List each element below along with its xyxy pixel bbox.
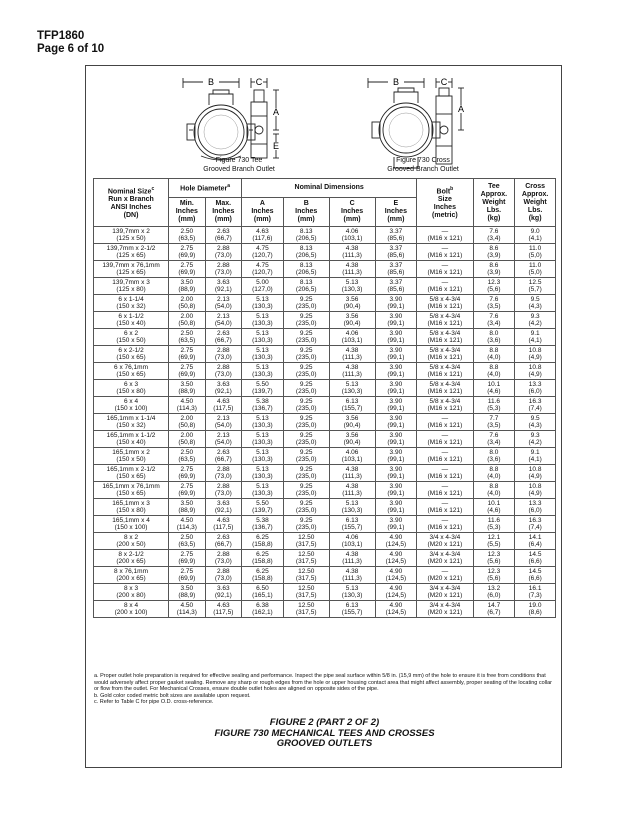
- table-cell: 5/8 x 4-3/4 (M16 x 121): [417, 312, 473, 329]
- table-cell: 7.6 (3,4): [473, 312, 515, 329]
- table-cell: 9.25 (235,0): [283, 329, 329, 346]
- table-cell: 12.3 (5,6): [473, 550, 515, 567]
- table-cell: 12.3 (5,6): [473, 567, 515, 584]
- table-row: [94, 414, 556, 431]
- table-cell: 8.13 (206,5): [283, 261, 329, 278]
- table-cell: 6 x 3 (150 x 80): [94, 380, 169, 397]
- table-cell: 139,7mm x 2-1/2 (125 x 65): [94, 244, 169, 261]
- table-cell: 13.3 (6,0): [515, 499, 556, 516]
- table-cell: 3.90 (99,1): [375, 414, 417, 431]
- table-cell: 4.90 (124,5): [375, 567, 417, 584]
- table-cell: 3.90 (99,1): [375, 295, 417, 312]
- table-cell: 7.7 (3,5): [473, 414, 515, 431]
- table-cell: 7.6 (3,4): [473, 431, 515, 448]
- table-cell: 5.13 (130,3): [242, 346, 284, 363]
- table-cell: 3.90 (99,1): [375, 431, 417, 448]
- table-cell: 3.90 (99,1): [375, 499, 417, 516]
- table-cell: 6 x 2 (150 x 50): [94, 329, 169, 346]
- table-cell: 4.06 (103,1): [329, 448, 375, 465]
- table-cell: 12.50 (317,5): [283, 550, 329, 567]
- table-row: [94, 584, 556, 601]
- table-row: [94, 465, 556, 482]
- table-cell: 2.75 (69,9): [169, 550, 206, 567]
- table-cell: 4.38 (111,3): [329, 244, 375, 261]
- table-cell: 6 x 4 (150 x 100): [94, 397, 169, 414]
- page-header: [37, 30, 104, 56]
- table-cell: 3.50 (88,9): [169, 499, 206, 516]
- table-cell: 5/8 x 4-3/4 (M16 x 121): [417, 397, 473, 414]
- table-cell: 8.8 (4,0): [473, 482, 515, 499]
- table-cell: 3.56 (90,4): [329, 414, 375, 431]
- dim-a-label: A: [457, 104, 465, 114]
- table-cell: 5.13 (130,3): [242, 482, 284, 499]
- table-cell: 13.2 (6,0): [473, 584, 515, 601]
- table-cell: 2.63 (66,7): [205, 227, 242, 244]
- table-cell: 12.1 (5,5): [473, 533, 515, 550]
- table-cell: 9.25 (235,0): [283, 295, 329, 312]
- table-cell: 139,7mm x 3 (125 x 80): [94, 278, 169, 295]
- table-cell: 5.13 (130,3): [329, 380, 375, 397]
- table-cell: 11.6 (5,3): [473, 397, 515, 414]
- table-cell: 6.50 (165,1): [242, 584, 284, 601]
- table-row: [94, 499, 556, 516]
- table-cell: 9.5 (4,3): [515, 414, 556, 431]
- table-cell: 4.90 (124,5): [375, 601, 417, 618]
- table-cell: 19.0 (8,6): [515, 601, 556, 618]
- table-cell: 7.6 (3,4): [473, 227, 515, 244]
- dim-e-label: E: [272, 141, 280, 151]
- table-cell: 2.00 (50,8): [169, 431, 206, 448]
- table-cell: 4.75 (120,7): [242, 244, 284, 261]
- table-row: [94, 227, 556, 244]
- table-cell: 10.1 (4,6): [473, 380, 515, 397]
- table-cell: 9.3 (4,2): [515, 431, 556, 448]
- table-row: [94, 448, 556, 465]
- table-row: [94, 380, 556, 397]
- table-cell: 165,1mm x 1-1/2 (150 x 40): [94, 431, 169, 448]
- table-cell: 5.13 (130,3): [242, 414, 284, 431]
- dim-b-label: B: [392, 77, 400, 87]
- table-cell: 12.3 (5,6): [473, 278, 515, 295]
- table-cell: 3.90 (99,1): [375, 397, 417, 414]
- table-cell: 6.13 (155,7): [329, 601, 375, 618]
- table-cell: 9.25 (235,0): [283, 363, 329, 380]
- table-cell: 3.56 (90,4): [329, 295, 375, 312]
- dim-c-label: C: [255, 77, 263, 87]
- table-cell: 6 x 1-1/2 (150 x 40): [94, 312, 169, 329]
- table-cell: 2.88 (73,0): [205, 465, 242, 482]
- table-cell: 5/8 x 4-3/4 (M16 x 121): [417, 363, 473, 380]
- table-cell: 2.88 (73,0): [205, 244, 242, 261]
- table-cell: 4.38 (111,3): [329, 550, 375, 567]
- table-row: [94, 397, 556, 414]
- table-cell: 3.90 (99,1): [375, 465, 417, 482]
- table-cell: 4.50 (114,3): [169, 516, 206, 533]
- table-cell: — (M16 x 121): [417, 499, 473, 516]
- table-cell: 8 x 4 (200 x 100): [94, 601, 169, 618]
- table-cell: 8.8 (4,0): [473, 363, 515, 380]
- table-cell: 9.25 (235,0): [283, 499, 329, 516]
- table-cell: 5.13 (130,3): [242, 312, 284, 329]
- table-cell: 8 x 76,1mm (200 x 65): [94, 567, 169, 584]
- dimensions-table: [93, 178, 556, 618]
- table-cell: 165,1mm x 1-1/4 (150 x 32): [94, 414, 169, 431]
- header-max: Max. Inches (mm): [205, 198, 242, 227]
- table-cell: — (M16 x 121): [417, 465, 473, 482]
- table-row: [94, 516, 556, 533]
- table-cell: 2.88 (73,0): [205, 346, 242, 363]
- header-nominal-dimensions: Nominal Dimensions: [242, 179, 417, 198]
- document-id: TFP1860: [37, 30, 85, 42]
- table-cell: 2.50 (63,5): [169, 533, 206, 550]
- table-cell: 4.38 (111,3): [329, 261, 375, 278]
- table-cell: 14.5 (6,6): [515, 567, 556, 584]
- dim-a-label: A: [272, 107, 280, 117]
- table-row: [94, 261, 556, 278]
- table-cell: 2.50 (63,5): [169, 329, 206, 346]
- table-cell: 3/4 x 4-3/4 (M20 x 121): [417, 601, 473, 618]
- table-cell: — (M16 x 121): [417, 278, 473, 295]
- table-cell: 2.88 (73,0): [205, 550, 242, 567]
- table-cell: 5.00 (127,0): [242, 278, 284, 295]
- table-cell: 6.25 (158,8): [242, 533, 284, 550]
- table-cell: 3.90 (99,1): [375, 363, 417, 380]
- table-cell: 2.13 (54,0): [205, 431, 242, 448]
- table-cell: 8.8 (4,0): [473, 346, 515, 363]
- table-cell: 5.38 (136,7): [242, 397, 284, 414]
- table-cell: 2.00 (50,8): [169, 312, 206, 329]
- table-cell: 5/8 x 4-3/4 (M16 x 121): [417, 295, 473, 312]
- table-cell: 3.90 (99,1): [375, 448, 417, 465]
- table-body: [94, 227, 556, 618]
- table-row: [94, 363, 556, 380]
- table-cell: 4.63 (117,5): [205, 601, 242, 618]
- table-cell: 5.50 (139,7): [242, 380, 284, 397]
- table-cell: 5/8 x 4-3/4 (M16 x 121): [417, 346, 473, 363]
- table-cell: 2.88 (73,0): [205, 261, 242, 278]
- table-row: [94, 550, 556, 567]
- table-cell: 2.13 (54,0): [205, 295, 242, 312]
- table-cell: 2.00 (50,8): [169, 414, 206, 431]
- table-row: [94, 533, 556, 550]
- table-cell: 165,1mm x 76,1mm (150 x 65): [94, 482, 169, 499]
- table-cell: 7.6 (3,5): [473, 295, 515, 312]
- table-cell: 9.25 (235,0): [283, 414, 329, 431]
- table-cell: — (M16 x 121): [417, 516, 473, 533]
- table-cell: 3.37 (85,6): [375, 244, 417, 261]
- table-row: [94, 482, 556, 499]
- table-cell: 4.63 (117,5): [205, 397, 242, 414]
- table-cell: 2.75 (69,9): [169, 244, 206, 261]
- table-cell: 3.90 (99,1): [375, 346, 417, 363]
- table-cell: 6 x 76,1mm (150 x 65): [94, 363, 169, 380]
- cross-caption: Figure 730 Cross Grooved Branch Outlet: [387, 157, 459, 173]
- table-cell: 11.6 (5,3): [473, 516, 515, 533]
- table-cell: 5/8 x 4-3/4 (M16 x 121): [417, 329, 473, 346]
- table-cell: 8 x 2-1/2 (200 x 65): [94, 550, 169, 567]
- header-dim-c: C Inches (mm): [329, 198, 375, 227]
- table-cell: — (M20 x 121): [417, 567, 473, 584]
- table-cell: 2.13 (54,0): [205, 312, 242, 329]
- figure-frame: [85, 65, 562, 768]
- table-cell: 8.6 (3,9): [473, 261, 515, 278]
- table-cell: 2.63 (66,7): [205, 533, 242, 550]
- table-cell: 9.0 (4,1): [515, 227, 556, 244]
- table-cell: 3.90 (99,1): [375, 380, 417, 397]
- table-cell: 5.13 (130,3): [242, 295, 284, 312]
- table-cell: 3.90 (99,1): [375, 516, 417, 533]
- table-cell: 8.8 (4,0): [473, 465, 515, 482]
- table-cell: 139,7mm x 76,1mm (125 x 65): [94, 261, 169, 278]
- table-cell: 8.0 (3,6): [473, 448, 515, 465]
- table-cell: 4.06 (103,1): [329, 329, 375, 346]
- table-row: [94, 346, 556, 363]
- table-cell: 5.13 (130,3): [242, 431, 284, 448]
- footnote-a: a. Proper outlet hole preparation is required for effective sealing and performance. Inspect the pipe seal surface within 5/8 in. (15,9 mm) of the hole to ensure it is free from conditions that would adversely affect proper gasket sealing. Remove any sharp or rough edges from the hole or upper housing contact area that might affect assembly, proper seating of the locating collar or flow from the outlet. For Mechanical Crosses, ensure double outlet holes are aligned on opposite sides of the pipe.: [94, 673, 552, 693]
- table-cell: 5.50 (139,7): [242, 499, 284, 516]
- table-cell: 16.3 (7,4): [515, 397, 556, 414]
- table-cell: 14.1 (6,4): [515, 533, 556, 550]
- table-cell: 2.00 (50,8): [169, 295, 206, 312]
- table-cell: 5/8 x 4-3/4 (M16 x 121): [417, 380, 473, 397]
- table-cell: 6.13 (155,7): [329, 516, 375, 533]
- page-number: Page 6 of 10: [37, 43, 105, 55]
- table-cell: 11.0 (5,0): [515, 244, 556, 261]
- table-cell: 139,7mm x 2 (125 x 50): [94, 227, 169, 244]
- table-cell: 165,1mm x 2 (150 x 50): [94, 448, 169, 465]
- table-row: [94, 295, 556, 312]
- table-cell: 4.06 (103,1): [329, 227, 375, 244]
- table-cell: 3.90 (99,1): [375, 312, 417, 329]
- table-cell: 5.13 (130,3): [242, 329, 284, 346]
- header-cross-weight: Cross Approx. Weight Lbs. (kg): [515, 179, 556, 227]
- table-cell: 5.13 (130,3): [329, 278, 375, 295]
- table-cell: 6.25 (158,8): [242, 550, 284, 567]
- footnote-c: c. Refer to Table C for pipe O.D. cross-reference.: [94, 699, 214, 706]
- table-cell: 3.37 (85,6): [375, 261, 417, 278]
- table-cell: 12.50 (317,5): [283, 533, 329, 550]
- table-cell: 3.63 (92,1): [205, 380, 242, 397]
- table-cell: 6.25 (158,8): [242, 567, 284, 584]
- table-cell: 2.50 (63,5): [169, 448, 206, 465]
- table-cell: 8.6 (3,9): [473, 244, 515, 261]
- header-tee-weight: Tee Approx. Weight Lbs. (kg): [473, 179, 515, 227]
- table-cell: — (M16 x 121): [417, 227, 473, 244]
- table-cell: 2.63 (66,7): [205, 448, 242, 465]
- table-cell: 12.50 (317,5): [283, 584, 329, 601]
- footnote-b: b. Gold color coded metric bolt sizes are available upon request.: [94, 692, 251, 699]
- table-cell: 3.56 (90,4): [329, 312, 375, 329]
- table-cell: 4.75 (120,7): [242, 261, 284, 278]
- table-cell: 12.5 (5,7): [515, 278, 556, 295]
- table-cell: 165,1mm x 3 (150 x 80): [94, 499, 169, 516]
- table-cell: 2.88 (73,0): [205, 567, 242, 584]
- table-cell: 9.3 (4,2): [515, 312, 556, 329]
- table-cell: 13.3 (6,0): [515, 380, 556, 397]
- table-cell: 3.63 (92,1): [205, 499, 242, 516]
- table-cell: 3.50 (88,9): [169, 278, 206, 295]
- table-cell: — (M16 x 121): [417, 261, 473, 278]
- table-cell: 3/4 x 4-3/4 (M20 x 121): [417, 550, 473, 567]
- table-cell: 5.13 (130,3): [329, 499, 375, 516]
- table-cell: 3/4 x 4-3/4 (M20 x 121): [417, 584, 473, 601]
- table-cell: 3.50 (88,9): [169, 380, 206, 397]
- table-cell: 3.63 (92,1): [205, 278, 242, 295]
- table-cell: 9.25 (235,0): [283, 431, 329, 448]
- dim-b-label: B: [207, 77, 215, 87]
- table-cell: 8 x 3 (200 x 80): [94, 584, 169, 601]
- table-cell: 6.38 (162,1): [242, 601, 284, 618]
- table-cell: 2.50 (63,5): [169, 227, 206, 244]
- table-cell: 5.13 (130,3): [329, 584, 375, 601]
- table-cell: 2.75 (69,9): [169, 465, 206, 482]
- table-cell: 2.88 (73,0): [205, 363, 242, 380]
- table-cell: 5.38 (136,7): [242, 516, 284, 533]
- table-cell: 16.3 (7,4): [515, 516, 556, 533]
- table-cell: 14.5 (6,6): [515, 550, 556, 567]
- table-cell: 3.90 (99,1): [375, 482, 417, 499]
- table-cell: 10.8 (4,9): [515, 465, 556, 482]
- table-cell: 2.75 (69,9): [169, 261, 206, 278]
- table-cell: 14.7 (6,7): [473, 601, 515, 618]
- table-cell: — (M16 x 121): [417, 244, 473, 261]
- table-row: [94, 567, 556, 584]
- table-cell: 3.56 (90,4): [329, 431, 375, 448]
- header-nominal-size: Nominal Size$^c$ Run x Branch ANSI Inches (DN): [94, 179, 169, 227]
- header-hole-diameter: Hole Diameter$^a$: [169, 179, 242, 198]
- table-cell: 9.5 (4,3): [515, 295, 556, 312]
- table-cell: 2.75 (69,9): [169, 567, 206, 584]
- table-cell: — (M16 x 121): [417, 414, 473, 431]
- table-cell: 4.63 (117,5): [205, 516, 242, 533]
- table-cell: 3.37 (85,6): [375, 227, 417, 244]
- table-cell: 2.75 (69,9): [169, 482, 206, 499]
- table-cell: 4.06 (103,1): [329, 533, 375, 550]
- table-cell: 10.8 (4,9): [515, 346, 556, 363]
- table-row: [94, 601, 556, 618]
- table-cell: 4.90 (124,5): [375, 533, 417, 550]
- table-cell: 4.38 (111,3): [329, 346, 375, 363]
- table-cell: 4.50 (114,3): [169, 601, 206, 618]
- caption-line-2: FIGURE 730 MECHANICAL TEES AND CROSSES: [214, 727, 435, 739]
- table-cell: 12.50 (317,5): [283, 567, 329, 584]
- table-cell: 9.25 (235,0): [283, 482, 329, 499]
- table-cell: 2.75 (69,9): [169, 363, 206, 380]
- table-row: [94, 329, 556, 346]
- table-cell: 9.25 (235,0): [283, 516, 329, 533]
- table-cell: 4.50 (114,3): [169, 397, 206, 414]
- table-cell: 6 x 1-1/4 (150 x 32): [94, 295, 169, 312]
- table-cell: 3/4 x 4-3/4 (M20 x 121): [417, 533, 473, 550]
- table-cell: 10.8 (4,9): [515, 363, 556, 380]
- table-cell: 2.63 (66,7): [205, 329, 242, 346]
- table-cell: 9.25 (235,0): [283, 312, 329, 329]
- table-cell: 5.13 (130,3): [242, 363, 284, 380]
- table-row: [94, 278, 556, 295]
- table-cell: 8 x 2 (200 x 50): [94, 533, 169, 550]
- table-cell: 9.25 (235,0): [283, 346, 329, 363]
- table-cell: 2.88 (73,0): [205, 482, 242, 499]
- table-cell: — (M16 x 121): [417, 448, 473, 465]
- figure-caption: [86, 718, 563, 750]
- table-cell: 16.1 (7,3): [515, 584, 556, 601]
- tee-caption: Figure 730 Tee Grooved Branch Outlet: [203, 157, 275, 173]
- table-cell: 4.90 (124,5): [375, 550, 417, 567]
- table-cell: 4.38 (111,3): [329, 567, 375, 584]
- table-cell: 8.13 (206,5): [283, 278, 329, 295]
- table-cell: 4.38 (111,3): [329, 465, 375, 482]
- table-cell: 10.8 (4,9): [515, 482, 556, 499]
- caption-line-1: FIGURE 2 (PART 2 OF 2): [269, 717, 380, 728]
- table-row: [94, 431, 556, 448]
- table-cell: 2.13 (54,0): [205, 414, 242, 431]
- table-cell: 4.38 (111,3): [329, 363, 375, 380]
- table-cell: 8.13 (206,5): [283, 244, 329, 261]
- table-cell: 165,1mm x 2-1/2 (150 x 65): [94, 465, 169, 482]
- table-cell: 4.38 (111,3): [329, 482, 375, 499]
- footnotes: [94, 673, 556, 706]
- header-dim-e: E Inches (mm): [375, 198, 417, 227]
- table-cell: 10.1 (4,6): [473, 499, 515, 516]
- header-dim-a: A Inches (mm): [242, 198, 284, 227]
- table-cell: 3.90 (99,1): [375, 329, 417, 346]
- table-cell: 5.13 (130,3): [242, 465, 284, 482]
- table-cell: 3.63 (92,1): [205, 584, 242, 601]
- header-bolt-size: Bolt$^b$ Size Inches (metric): [417, 179, 473, 227]
- dim-c-label: C: [440, 77, 448, 87]
- table-cell: 4.90 (124,5): [375, 584, 417, 601]
- table-cell: 9.1 (4,1): [515, 448, 556, 465]
- header-min: Min. Inches (mm): [169, 198, 206, 227]
- table-cell: 4.63 (117,6): [242, 227, 284, 244]
- table-cell: 9.25 (235,0): [283, 397, 329, 414]
- table-cell: 5.13 (130,3): [242, 448, 284, 465]
- table-cell: 3.37 (85,6): [375, 278, 417, 295]
- table-cell: 11.0 (5,0): [515, 261, 556, 278]
- table-cell: 3.50 (88,9): [169, 584, 206, 601]
- table-cell: 9.1 (4,1): [515, 329, 556, 346]
- table-cell: — (M16 x 121): [417, 482, 473, 499]
- table-cell: 6.13 (155,7): [329, 397, 375, 414]
- table-row: [94, 244, 556, 261]
- table-cell: 6 x 2-1/2 (150 x 65): [94, 346, 169, 363]
- table-cell: 165,1mm x 4 (150 x 100): [94, 516, 169, 533]
- table-cell: 9.25 (235,0): [283, 448, 329, 465]
- caption-line-3: GROOVED OUTLETS: [276, 738, 373, 749]
- table-row: [94, 312, 556, 329]
- table-cell: 8.0 (3,6): [473, 329, 515, 346]
- table-cell: 9.25 (235,0): [283, 380, 329, 397]
- table-cell: 9.25 (235,0): [283, 465, 329, 482]
- table-cell: 12.50 (317,5): [283, 601, 329, 618]
- table-cell: 2.75 (69,9): [169, 346, 206, 363]
- table-cell: — (M16 x 121): [417, 431, 473, 448]
- table-cell: 8.13 (206,5): [283, 227, 329, 244]
- header-dim-b: B Inches (mm): [283, 198, 329, 227]
